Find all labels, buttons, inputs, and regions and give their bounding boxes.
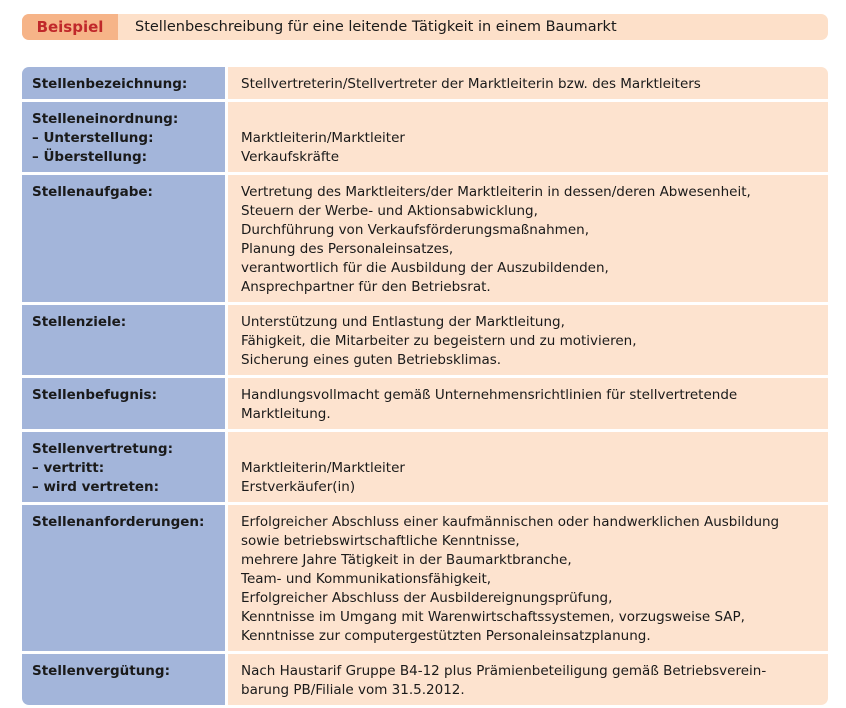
value-line: mehrere Jahre Tätigkeit in der Baumarktbranche, bbox=[241, 552, 572, 568]
row-value bbox=[228, 505, 828, 651]
label-line: – vertritt: bbox=[32, 460, 105, 476]
value-line: Marktleitung. bbox=[241, 406, 331, 422]
label-line: Stellenanforderungen: bbox=[32, 514, 205, 530]
label-line: – wird vertreten: bbox=[32, 479, 160, 495]
table-row-stellenbezeichnung bbox=[22, 67, 828, 99]
header-title: Stellenbeschreibung für eine leitende Tätigkeit in einem Baumarkt bbox=[135, 19, 617, 35]
value-line: Kenntnisse zur computergestützten Personaleinsatzplanung. bbox=[241, 628, 651, 644]
value-line: Erstverkäufer(in) bbox=[241, 479, 356, 495]
value-line: Unterstützung und Entlastung der Marktleitung, bbox=[241, 314, 565, 330]
row-value bbox=[228, 175, 828, 302]
value-spacer bbox=[241, 440, 818, 459]
table-row-stellenverguetung bbox=[22, 654, 828, 705]
job-description-table bbox=[22, 67, 828, 708]
table-row-stelleneinordnung bbox=[22, 102, 828, 172]
row-value bbox=[228, 305, 828, 375]
row-label bbox=[22, 505, 225, 651]
value-line: Steuern der Werbe- und Aktionsabwicklung, bbox=[241, 203, 538, 219]
value-line: Erfolgreicher Abschluss einer kaufmännischen oder handwerklichen Ausbildung bbox=[241, 514, 780, 530]
row-label bbox=[22, 305, 225, 375]
row-label bbox=[22, 654, 225, 705]
label-line: Stellenbefugnis: bbox=[32, 387, 157, 403]
value-line: Ansprechpartner für den Betriebsrat. bbox=[241, 279, 491, 295]
table-row-stellenbefugnis bbox=[22, 378, 828, 429]
row-label bbox=[22, 378, 225, 429]
value-spacer bbox=[241, 110, 818, 129]
value-line: Vertretung des Marktleiters/der Marktleiterin in dessen/deren Abwesenheit, bbox=[241, 184, 751, 200]
value-line: verantwortlich für die Ausbildung der Auszubildenden, bbox=[241, 260, 609, 276]
label-line: Stellenziele: bbox=[32, 314, 127, 330]
label-line: – Unterstellung: bbox=[32, 130, 154, 146]
value-line: Handlungsvollmacht gemäß Unternehmensrichtlinien für stellvertretende bbox=[241, 387, 738, 403]
row-label bbox=[22, 175, 225, 302]
value-line: Sicherung eines guten Betriebsklimas. bbox=[241, 352, 502, 368]
table-row-stellenvertretung bbox=[22, 432, 828, 502]
table-row-stellenaufgabe bbox=[22, 175, 828, 302]
value-line: Marktleiterin/Marktleiter bbox=[241, 460, 405, 476]
label-line: Stellenaufgabe: bbox=[32, 184, 153, 200]
row-value bbox=[228, 654, 828, 705]
label-line: Stelleneinordnung: bbox=[32, 111, 179, 127]
value-line: Durchführung von Verkaufsförderungsmaßnahmen, bbox=[241, 222, 589, 238]
table-row-stellenanforderungen bbox=[22, 505, 828, 651]
row-value bbox=[228, 102, 828, 172]
example-header bbox=[22, 14, 828, 40]
label-line: – Überstellung: bbox=[32, 149, 148, 165]
value-line: Fähigkeit, die Mitarbeiter zu begeistern und zu motivieren, bbox=[241, 333, 637, 349]
value-line: Planung des Personaleinsatzes, bbox=[241, 241, 454, 257]
label-line: Stellenbezeichnung: bbox=[32, 76, 188, 92]
row-label bbox=[22, 102, 225, 172]
row-value bbox=[228, 432, 828, 502]
example-badge: Beispiel bbox=[22, 14, 118, 40]
row-value bbox=[228, 378, 828, 429]
value-line: Stellvertreterin/Stellvertreter der Marktleiterin bzw. des Marktleiters bbox=[241, 76, 701, 92]
value-line: Verkaufskräfte bbox=[241, 149, 339, 165]
label-line: Stellenvertretung: bbox=[32, 441, 173, 457]
row-label bbox=[22, 67, 225, 99]
value-line: Erfolgreicher Abschluss der Ausbildereignungsprüfung, bbox=[241, 590, 613, 606]
value-line: sowie betriebswirtschaftliche Kenntnisse, bbox=[241, 533, 520, 549]
value-line: Marktleiterin/Marktleiter bbox=[241, 130, 405, 146]
value-line: Kenntnisse im Umgang mit Warenwirtschaftssystemen, vorzugsweise SAP, bbox=[241, 609, 745, 625]
label-line: Stellenvergütung: bbox=[32, 663, 170, 679]
value-line: barung PB/Filiale vom 31.5.2012. bbox=[241, 682, 465, 698]
value-line: Nach Haustarif Gruppe B4-12 plus Prämienbeteiligung gemäß Betriebsverein- bbox=[241, 663, 767, 679]
row-value bbox=[228, 67, 828, 99]
table-row-stellenziele bbox=[22, 305, 828, 375]
value-line: Team- und Kommunikationsfähigkeit, bbox=[241, 571, 492, 587]
row-label bbox=[22, 432, 225, 502]
